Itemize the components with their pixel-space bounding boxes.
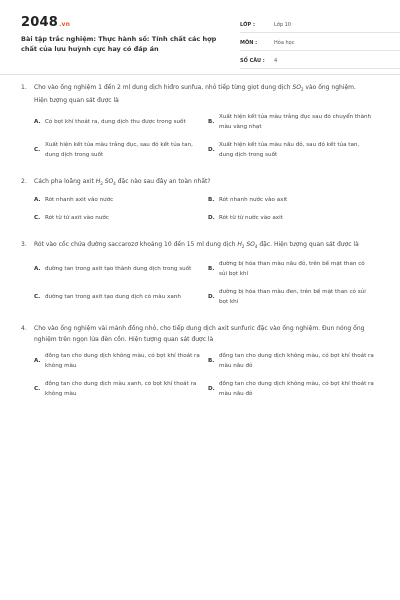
answer-option[interactable] <box>34 140 208 160</box>
option-letter: B. <box>208 265 215 272</box>
answer-option[interactable] <box>208 379 382 399</box>
option-letter: B. <box>208 197 215 204</box>
question-4 <box>18 323 382 407</box>
option-text: đường bị hóa than màu đen, trên bề mặt than có sủi bọt khí <box>219 288 366 305</box>
question-number: 4. <box>21 324 27 332</box>
question-number: 1. <box>21 84 27 91</box>
header-divider <box>0 74 400 75</box>
option-text: đường bị hóa than màu nâu đỏ, trên bề mặt than có sủi bọt khí <box>219 260 365 277</box>
option-text: Rót từ từ axit vào nước <box>45 215 109 222</box>
option-letter: C. <box>34 147 41 154</box>
option-letter: C. <box>34 385 41 392</box>
option-letter: D. <box>208 293 215 300</box>
option-letter: D. <box>208 215 215 222</box>
page-title: Bài tập trắc nghiệm: Thực hành số: Tính chất các hợp chất của lưu huỳnh cực hay có đáp án <box>21 35 217 53</box>
option-letter: D. <box>208 147 215 154</box>
option-letter: C. <box>34 293 41 300</box>
answer-option[interactable] <box>208 259 382 279</box>
question-stem <box>18 323 382 345</box>
count-label: SỐ CÂU : <box>240 57 265 64</box>
option-letter: A. <box>34 265 41 272</box>
option-text: Xuất hiện kết tủa màu trắng đục, sau đó kết tủa tan, dung dịch trong suốt <box>45 142 193 159</box>
option-text: đường tan trong axit tạo thành dung dịch trong suốt <box>45 265 192 272</box>
answer-options <box>18 195 382 231</box>
answer-option[interactable] <box>208 287 382 307</box>
question-number: 3. <box>21 241 27 249</box>
answer-option[interactable] <box>34 379 208 399</box>
answer-option[interactable] <box>208 195 382 205</box>
answer-option[interactable] <box>34 112 208 132</box>
question-1 <box>18 82 382 168</box>
answer-option[interactable] <box>34 195 208 205</box>
subject-value: Hóa học <box>274 39 295 46</box>
answer-options <box>18 351 382 407</box>
option-text: Rót từ từ nước vào axit <box>219 215 283 222</box>
option-text: đồng tan cho dung dịch không màu, có bọt khí thoát ra màu nâu đỏ <box>219 380 374 397</box>
question-2 <box>18 176 382 231</box>
answer-option[interactable] <box>208 351 382 371</box>
meta-count <box>240 53 400 69</box>
option-letter: C. <box>34 215 41 222</box>
option-text: Có bọt khí thoát ra, dung dịch thu được trong suốt <box>45 119 186 126</box>
question-stem <box>18 239 382 252</box>
answer-option[interactable] <box>34 287 208 307</box>
answer-options <box>18 112 382 168</box>
subject-label: MÔN : <box>240 39 258 46</box>
option-text: đường tan trong axit tạo dung dịch có màu xanh <box>45 293 181 300</box>
answer-option[interactable] <box>34 213 208 223</box>
option-letter: A. <box>34 197 41 204</box>
answer-option[interactable] <box>34 259 208 279</box>
option-text: đồng tan cho dung dịch không màu, có bọt khí thoát ra không màu <box>45 352 200 369</box>
grade-value: Lớp 10 <box>274 21 291 28</box>
question-text: Cho vào ống nghiệm vài mảnh đồng nhỏ, cho tiếp dung dịch axit sunfuric đặc vào ống nghiệm. Đun nóng ống nghiệm trên ngọn lửa đèn cồn. Hiện tượng quan sát được là <box>34 324 365 343</box>
question-3 <box>18 239 382 314</box>
answer-option[interactable] <box>208 213 382 223</box>
site-logo[interactable] <box>21 15 70 30</box>
meta-grade <box>240 17 400 33</box>
option-letter: B. <box>208 119 215 126</box>
option-text: đồng tan cho dung dịch không màu, có bọt khí thoát ra màu nâu đỏ <box>219 352 374 369</box>
answer-options <box>18 259 382 315</box>
option-text: Xuất hiện kết tủa màu trắng đục sau đó chuyển thành màu vàng nhạt <box>219 114 372 131</box>
logo-suffix: .vn <box>58 21 71 28</box>
question-text: Cho vào ống nghiệm 1 đến 2 ml dung dịch hiđro sunfua, nhỏ tiếp từng giọt dung dịch $SO_2$ vào ống nghiệm. Hiện tượng quan sát được là <box>34 84 356 105</box>
option-letter: A. <box>34 357 41 364</box>
option-text: Rót nhanh axit vào nước <box>45 197 114 204</box>
question-number: 2. <box>21 178 27 186</box>
option-text: đồng tan cho dung dịch màu xanh, có bọt khí thoát ra không màu <box>45 380 197 397</box>
option-text: Xuất hiện kết tủa màu nâu đỏ, sau đó kết tủa tan, dung dịch trong suốt <box>219 142 360 159</box>
answer-option[interactable] <box>208 112 382 132</box>
question-stem <box>18 82 382 106</box>
option-letter: A. <box>34 119 41 126</box>
question-stem <box>18 176 382 189</box>
option-text: Rót nhanh nước vào axit <box>219 197 288 204</box>
question-text: Rót vào cốc chứa đường saccarozơ khoảng 10 đến 15 ml dung dịch $H_2$ $SO_4$ đặc. Hiện tượng quan sát được là <box>34 241 359 250</box>
count-value: 4 <box>274 57 278 64</box>
option-letter: B. <box>208 357 215 364</box>
option-letter: D. <box>208 385 215 392</box>
question-text: Cách pha loãng axit $H_2$ $SO_4$ đặc nào sau đây an toàn nhất? <box>34 178 211 187</box>
answer-option[interactable] <box>208 140 382 160</box>
logo-text: 2048 <box>21 15 58 30</box>
grade-label: LỚP : <box>240 21 255 28</box>
quiz-meta <box>240 17 400 71</box>
page-header <box>18 14 382 80</box>
meta-subject <box>240 35 400 51</box>
question-list <box>18 82 382 415</box>
answer-option[interactable] <box>34 351 208 371</box>
